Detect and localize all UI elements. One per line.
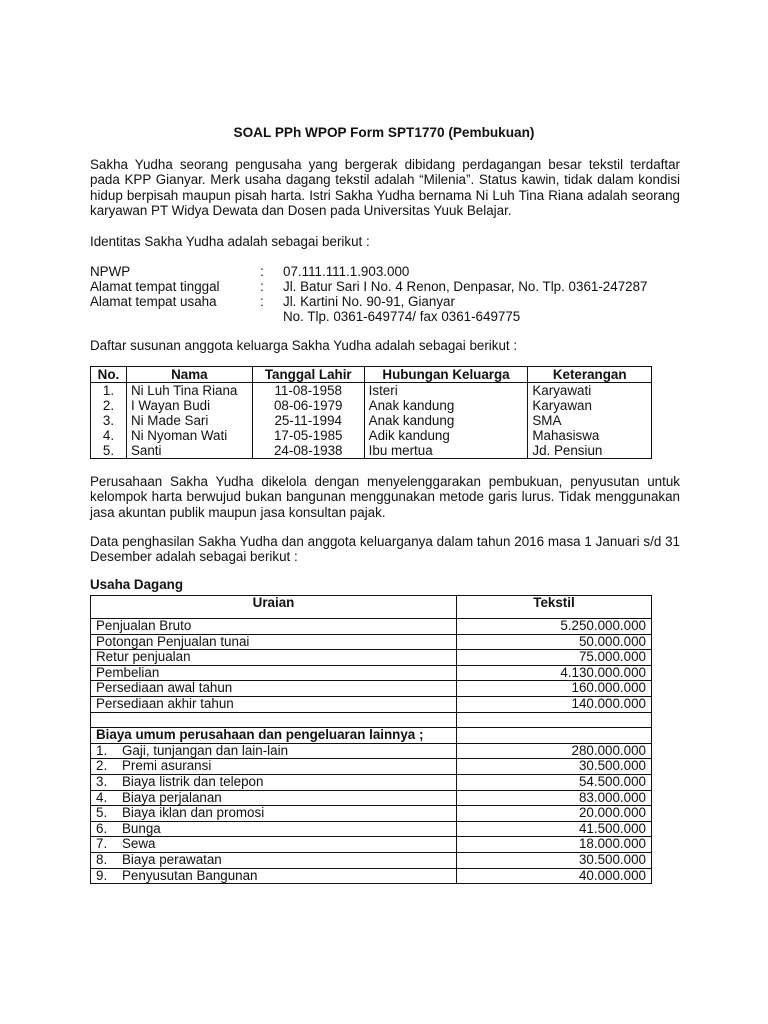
header-uraian: Uraian <box>91 596 457 619</box>
expense-label <box>91 837 457 853</box>
document-title: SOAL PPh WPOP Form SPT1770 (Pembukuan) <box>233 125 535 140</box>
item-value: 5.250.000.000 <box>457 619 652 635</box>
expense-index: 9. <box>96 867 108 883</box>
cell-tanggal: 25-11-1994 <box>252 413 364 428</box>
expense-text: Biaya perjalanan <box>122 789 222 805</box>
expense-index: 6. <box>96 820 108 836</box>
table-row <box>91 413 652 428</box>
table-row <box>91 759 652 775</box>
item-label: Pembelian <box>91 665 457 681</box>
header-tanggal-lahir: Tanggal Lahir <box>252 367 364 383</box>
expense-heading: Biaya umum perusahaan dan pengeluaran lainnya ; <box>91 728 457 744</box>
expense-index: 3. <box>96 773 108 789</box>
npwp-value: 07.111.111.1.903.000 <box>283 264 410 279</box>
blank-row <box>91 712 652 728</box>
cell-nama: Santi <box>126 443 252 459</box>
expense-index: 1. <box>96 742 108 758</box>
home-address-label: Alamat tempat tinggal <box>90 279 220 294</box>
home-address-value: Jl. Batur Sari I No. 4 Renon, Denpasar, No. Tlp. 0361-247287 <box>283 279 648 294</box>
header-hubungan: Hubungan Keluarga <box>364 367 528 383</box>
business-address-label: Alamat tempat usaha <box>90 294 217 309</box>
item-value: 160.000.000 <box>457 681 652 697</box>
table-row <box>91 398 652 413</box>
intro-paragraph: Sakha Yudha seorang pengusaha yang bergerak dibidang perdagangan besar tekstil terdaftar pada KPP Gianyar. Merk usaha dagang tekstil adalah “Milenia”. Status kawin, tidak dalam kondisi hidup berpisah maupun pisah harta. Istri Sakha Yudha bernama Ni Luh Tina Riana adalah seorang karyawan PT Widya Dewata dan Dosen pada Universitas Yuuk Belajar. <box>90 157 680 218</box>
cell-nama: I Wayan Budi <box>126 398 252 413</box>
cell-hubungan: Adik kandung <box>364 428 528 443</box>
identity-intro: Identitas Sakha Yudha adalah sebagai berikut : <box>90 234 370 249</box>
cell-nama: Ni Luh Tina Riana <box>126 383 252 399</box>
table-row <box>91 634 652 650</box>
cell-keterangan: Karyawan <box>528 398 652 413</box>
header-nama: Nama <box>126 367 252 383</box>
expense-text: Penyusutan Bangunan <box>122 867 258 883</box>
family-table-header <box>91 367 652 383</box>
table-row <box>91 696 652 712</box>
expense-text: Sewa <box>122 836 156 852</box>
expense-value: 54.500.000 <box>457 774 652 790</box>
cell-hubungan: Anak kandung <box>364 413 528 428</box>
cell-no: 5. <box>91 443 127 459</box>
bookkeeping-paragraph: Perusahaan Sakha Yudha dikelola dengan menyelenggarakan pembukuan, penyusutan untuk kelompok harta berwujud bukan bangunan menggunakan metode garis lurus. Tidak menggunakan jasa akuntan publik maupun jasa konsultan pajak. <box>90 474 680 520</box>
business-address-value: Jl. Kartini No. 90-91, Gianyar <box>283 294 455 309</box>
cell-no: 2. <box>91 398 127 413</box>
cell-keterangan: Karyawati <box>528 383 652 399</box>
table-row <box>91 821 652 837</box>
cell-keterangan: Mahasiswa <box>528 428 652 443</box>
cell-keterangan: SMA <box>528 413 652 428</box>
expense-label <box>91 790 457 806</box>
colon: : <box>260 294 264 309</box>
table-row <box>91 806 652 822</box>
table-row <box>91 868 652 884</box>
blank-cell <box>457 728 652 744</box>
item-label: Retur penjualan <box>91 650 457 666</box>
table-row <box>91 774 652 790</box>
blank-cell <box>457 712 652 728</box>
table-row <box>91 743 652 759</box>
table-row <box>91 837 652 853</box>
expense-text: Bunga <box>122 820 161 836</box>
expense-label <box>91 852 457 868</box>
family-intro: Daftar susunan anggota keluarga Sakha Yudha adalah sebagai berikut : <box>90 338 518 353</box>
item-label: Persediaan akhir tahun <box>91 696 457 712</box>
expense-value: 83.000.000 <box>457 790 652 806</box>
expense-label <box>91 868 457 884</box>
cell-tanggal: 24-08-1938 <box>252 443 364 459</box>
item-label: Persediaan awal tahun <box>91 681 457 697</box>
expense-label <box>91 821 457 837</box>
expense-text: Gaji, tunjangan dan lain-lain <box>122 742 289 758</box>
expense-text: Biaya perawatan <box>122 851 222 867</box>
table-row <box>91 619 652 635</box>
cell-nama: Ni Nyoman Wati <box>126 428 252 443</box>
cell-no: 3. <box>91 413 127 428</box>
table-row <box>91 428 652 443</box>
item-value: 4.130.000.000 <box>457 665 652 681</box>
business-phone-value: No. Tlp. 0361-649774/ fax 0361-649775 <box>283 309 521 324</box>
table-row <box>91 790 652 806</box>
expense-index: 2. <box>96 758 108 774</box>
table-row <box>91 383 652 399</box>
expense-value: 280.000.000 <box>457 743 652 759</box>
expense-label <box>91 806 457 822</box>
usaha-table-header <box>91 596 652 619</box>
colon: : <box>260 279 264 294</box>
colon: : <box>260 264 264 279</box>
income-intro: Data penghasilan Sakha Yudha dan anggota keluarganya dalam tahun 2016 masa 1 Januari s/d 31 Desember adalah sebagai berikut : <box>90 534 680 565</box>
usaha-dagang-table <box>90 595 652 884</box>
item-label: Potongan Penjualan tunai <box>91 634 457 650</box>
item-value: 50.000.000 <box>457 634 652 650</box>
cell-tanggal: 08-06-1979 <box>252 398 364 413</box>
cell-keterangan: Jd. Pensiun <box>528 443 652 459</box>
header-no: No. <box>91 367 127 383</box>
table-row <box>91 665 652 681</box>
expense-value: 18.000.000 <box>457 837 652 853</box>
blank-cell <box>91 712 457 728</box>
item-value: 75.000.000 <box>457 650 652 666</box>
table-row <box>91 852 652 868</box>
expense-heading-row <box>91 728 652 744</box>
item-label: Penjualan Bruto <box>91 619 457 635</box>
cell-no: 4. <box>91 428 127 443</box>
family-table <box>90 366 652 459</box>
expense-text: Premi asuransi <box>122 758 212 774</box>
expense-text: Biaya listrik dan telepon <box>122 773 264 789</box>
cell-nama: Ni Made Sari <box>126 413 252 428</box>
cell-hubungan: Ibu mertua <box>364 443 528 459</box>
expense-value: 30.500.000 <box>457 759 652 775</box>
expense-label <box>91 759 457 775</box>
expense-value: 20.000.000 <box>457 806 652 822</box>
cell-hubungan: Anak kandung <box>364 398 528 413</box>
usaha-dagang-heading: Usaha Dagang <box>90 577 184 592</box>
expense-label <box>91 774 457 790</box>
cell-tanggal: 11-08-1958 <box>252 383 364 399</box>
cell-tanggal: 17-05-1985 <box>252 428 364 443</box>
expense-value: 30.500.000 <box>457 852 652 868</box>
cell-no: 1. <box>91 383 127 399</box>
expense-value: 40.000.000 <box>457 868 652 884</box>
expense-index: 7. <box>96 836 108 852</box>
expense-label <box>91 743 457 759</box>
expense-text: Biaya iklan dan promosi <box>122 805 265 821</box>
expense-value: 41.500.000 <box>457 821 652 837</box>
header-tekstil: Tekstil <box>457 596 652 619</box>
table-row <box>91 650 652 666</box>
npwp-label: NPWP <box>90 264 131 279</box>
expense-index: 8. <box>96 851 108 867</box>
expense-index: 4. <box>96 789 108 805</box>
expense-index: 5. <box>96 805 108 821</box>
table-row <box>91 443 652 459</box>
table-row <box>91 681 652 697</box>
item-value: 140.000.000 <box>457 696 652 712</box>
cell-hubungan: Isteri <box>364 383 528 399</box>
header-keterangan: Keterangan <box>528 367 652 383</box>
